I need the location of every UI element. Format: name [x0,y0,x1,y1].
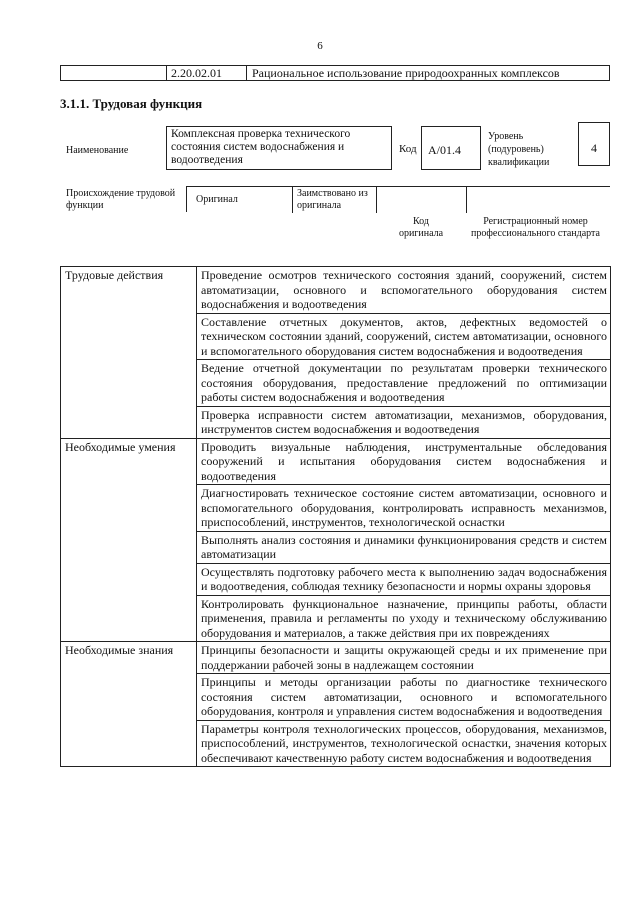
category-cell: Необходимые знания [61,642,197,767]
table-row [61,267,611,314]
table-row [61,642,611,674]
function-code: A/01.4 [421,126,481,170]
function-name: Комплексная проверка технического состояния систем водоснабжения и водоотведения [166,126,392,170]
table-row [61,438,611,485]
code-original-caption: Код оригинала [398,216,444,239]
level-label: Уровень (подуровень) квалификации [488,131,550,168]
page-number: 6 [317,40,323,52]
origin-code-cell [377,187,467,213]
origin-label: Происхождение трудовой функции [66,188,176,211]
table-cell: Составление отчетных документов, актов, дефектных ведомостей о техническом состоянии зданий, сооружений, систем автоматизации, основного и вспомогательного оборудования систем водоснабжения и водоотведения [197,313,611,360]
table-cell: Принципы и методы организации работы по диагностике технического состояния систем автоматизации, основного и вспомогательного оборудования, контроля и управления систем водоснабжения и водоотведения [197,674,611,721]
header-empty-cell [61,66,167,80]
header-title: Рациональное использование природоохранных комплексов [252,66,560,80]
code-label: Код [399,143,417,155]
table-cell: Диагностировать техническое состояние систем автоматизации, основного и вспомогательного оборудования, контролировать исправность механизмов, приспособлений, инструментов, технологической оснастки [197,485,611,532]
function-details-table [60,266,611,767]
origin-borrowed: Заимствовано из оригинала [293,187,377,213]
origin-original: Оригинал [187,187,293,213]
table-cell: Проводить визуальные наблюдения, инструментальные обследования сооружений и испытания оборудования систем водоснабжения и водоотведения [197,438,611,485]
standard-header-row [60,65,610,81]
table-cell: Проверка исправности систем автоматизации, механизмов, оборудования, инструментов систем водоснабжения и водоотведения [197,406,611,438]
section-title: 3.1.1. Трудовая функция [60,96,203,111]
category-cell: Трудовые действия [61,267,197,439]
table-cell: Осуществлять подготовку рабочего места к выполнению задач водоснабжения и водоотведения, соблюдая технику безопасности и нормы охраны здоровья [197,563,611,595]
reg-number-caption: Регистрационный номер профессионального стандарта [471,216,600,239]
header-code: 2.20.02.01 [167,66,247,80]
table-cell: Выполнять анализ состояния и динамики функционирования средств и систем автоматизации [197,531,611,563]
origin-reg-cell [467,187,611,213]
name-label: Наименование [66,145,129,156]
table-cell: Ведение отчетной документации по результатам проверки технического состояния оборудования, предоставление предложений по оптимизации работы систем водоснабжения и водоотведения [197,360,611,407]
origin-table [186,186,610,212]
table-cell: Параметры контроля технологических процессов, оборудования, механизмов, приспособлений, инструментов, технологической оснастки, значения которых обеспечивают качественную работу систем водоснабжения и водоотведения [197,720,611,767]
table-cell: Контролировать функциональное назначение, принципы работы, области применения, правила и регламенты по уходу и техническому обслуживанию оборудования и материалов, а также действия при их повреждениях [197,595,611,642]
table-cell: Принципы безопасности и защиты окружающей среды и их применение при поддержании рабочей зоны в надлежащем состоянии [197,642,611,674]
category-cell: Необходимые умения [61,438,197,642]
qualification-level: 4 [578,122,610,166]
table-cell: Проведение осмотров технического состояния зданий, сооружений, систем автоматизации, основного и вспомогательного оборудования систем водоснабжения и водоотведения [197,267,611,314]
